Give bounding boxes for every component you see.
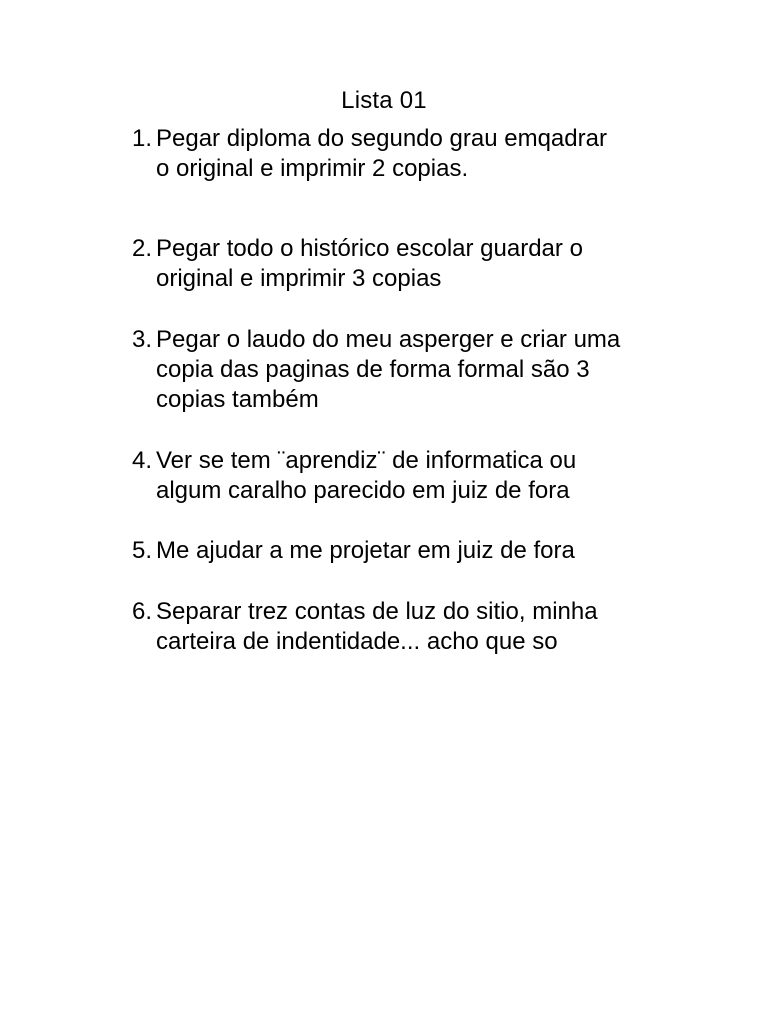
list-item-line: carteira de indentidade... acho que so [156, 628, 558, 655]
list-item-number: 1. [132, 125, 153, 152]
list-item [132, 325, 692, 415]
list-item-line: Pegar o laudo do meu asperger e criar uma [156, 326, 621, 353]
document-title: Lista 01 [341, 87, 427, 114]
list-item-line: copia das paginas de forma formal são 3 [156, 356, 590, 383]
list-item-line: Pegar todo o histórico escolar guardar o [156, 235, 583, 262]
list-item-number: 4. [132, 447, 153, 474]
list-item-line: Separar trez contas de luz do sitio, minha [156, 598, 598, 625]
list-item-line: Ver se tem ¨aprendiz¨ de informatica ou [156, 447, 577, 474]
list-item-line: o original e imprimir 2 copias. [156, 155, 469, 182]
list-item [132, 234, 692, 294]
list-item-number: 6. [132, 598, 153, 625]
list-item-number: 5. [132, 537, 153, 564]
list-item-line: Pegar diploma do segundo grau emqadrar [156, 125, 607, 152]
list-item [132, 124, 692, 184]
list-item [132, 446, 692, 506]
list-item-line: algum caralho parecido em juiz de fora [156, 477, 570, 504]
list-item-line: copias também [156, 386, 319, 413]
list-item [132, 597, 692, 657]
list-item-number: 2. [132, 235, 153, 262]
list-item-line: original e imprimir 3 copias [156, 265, 442, 292]
list-item-line: Me ajudar a me projetar em juiz de fora [156, 537, 575, 564]
list-item-text [156, 124, 692, 184]
list-item-text [156, 597, 692, 657]
list-item-text [156, 325, 692, 415]
list-item-text [156, 536, 692, 566]
list-item-number: 3. [132, 326, 153, 353]
list-item-text [156, 446, 692, 506]
list-item-text [156, 234, 692, 294]
list-item [132, 536, 692, 566]
